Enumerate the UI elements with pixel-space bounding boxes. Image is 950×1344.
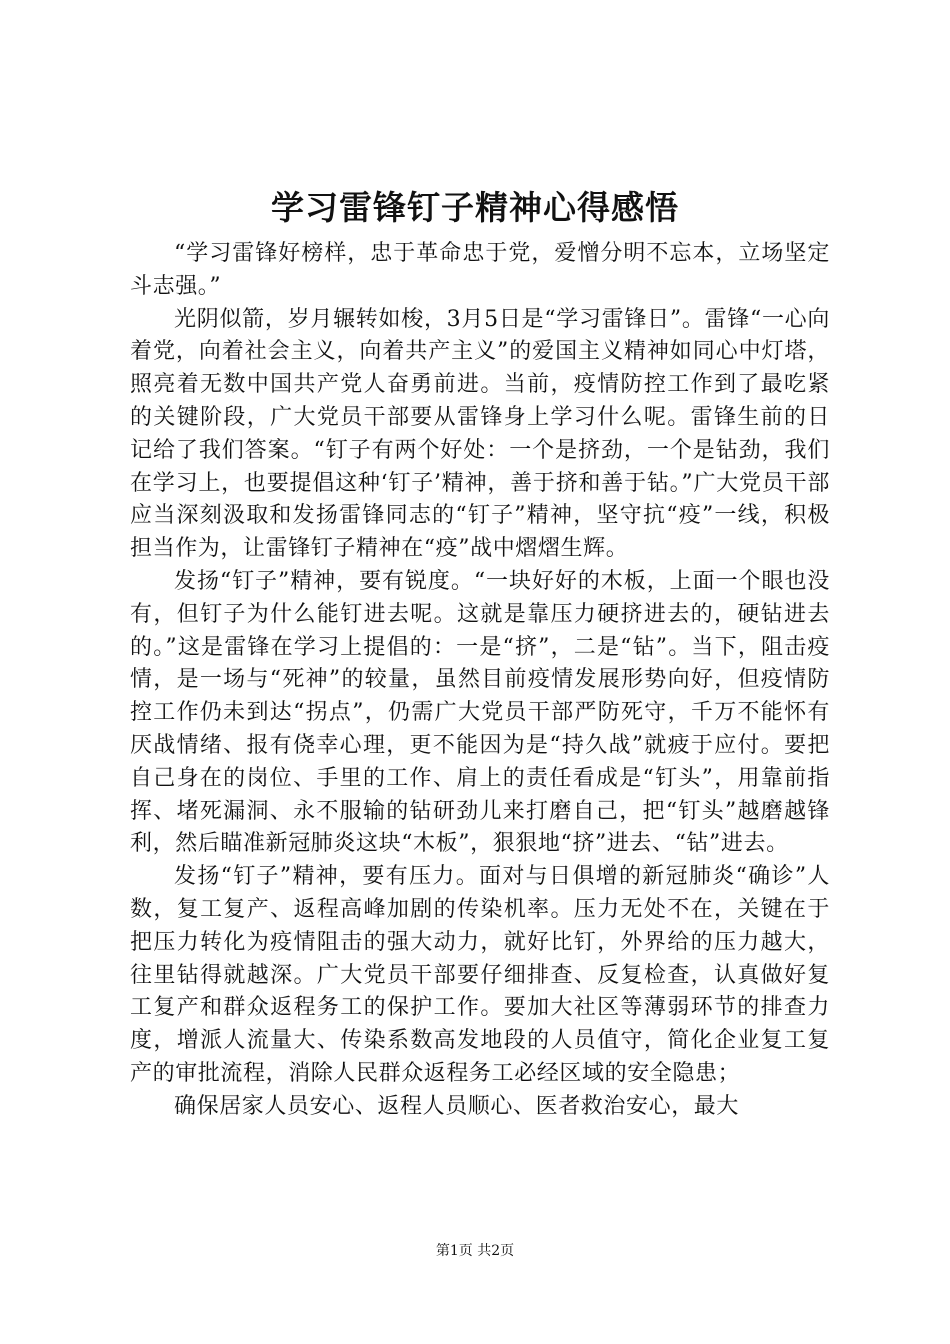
document-body xyxy=(130,238,830,1124)
paragraph: 确保居家人员安心、返程人员顺心、医者救治安心，最大 xyxy=(174,1093,740,1119)
paragraph: 光阴似箭，岁月辗转如梭，3月5日是“学习雷锋日”。雷锋“一心向着党，向着社会主义，向着共产主义”的爱国主义精神如同心中灯塔，照亮着无数中国共产党人奋勇前进。当前，疫情防控工作到了最吃紧的关键阶段，广大党员干部要从雷锋身上学习什么呢。雷锋生前的日记给了我们答案。“钉子有两个好处：一个是挤劲，一个是钻劲，我们在学习上，也要提倡这种‘钉子’精神，善于挤和善于钻。”广大党员干部应当深刻汲取和发扬雷锋同志的“钉子”精神，坚守抗“疫”一线，积极担当作为，让雷锋钉子精神在“疫”战中熠熠生辉。 xyxy=(130,306,830,562)
paragraph: 发扬“钉子”精神，要有压力。面对与日俱增的新冠肺炎“确诊”人数，复工复产、返程高峰加剧的传染机率。压力无处不在，关键在于把压力转化为疫情阻击的强大动力，就好比钉，外界给的压力越大，往里钻得就越深。广大党员干部要仔细排查、反复检查，认真做好复工复产和群众返程务工的保护工作。要加大社区等薄弱环节的排查力度，增派人流量大、传染系数高发地段的人员值守，简化企业复工复产的审批流程，消除人民群众返程务工必经区域的安全隐患； xyxy=(130,864,830,1086)
document-title: 学习雷锋钉子精神心得感悟 xyxy=(271,188,679,227)
paragraph: 发扬“钉子”精神，要有锐度。“一块好好的木板，上面一个眼也没有，但钉子为什么能钉进去呢。这就是靠压力硬挤进去的，硬钻进去的。”这是雷锋在学习上提倡的：一是“挤”，二是“钻”。当下，阻击疫情，是一场与“死神”的较量，虽然目前疫情发展形势向好，但疫情防控工作仍未到达“拐点”，仍需广大党员干部严防死守，千万不能怀有厌战情绪、报有侥幸心理，更不能因为是“持久战”就疲于应付。要把自己身在的岗位、手里的工作、肩上的责任看成是“钉头”，用靠前指挥、堵死漏洞、永不服输的钻研劲儿来打磨自己，把“钉头”越磨越锋利，然后瞄准新冠肺炎这块“木板”，狠狠地“挤”进去、“钻”进去。 xyxy=(130,568,830,857)
page-footer: 第1页 共2页 xyxy=(435,1243,515,1259)
paragraph: “学习雷锋好榜样，忠于革命忠于党，爱憎分明不忘本，立场坚定斗志强。” xyxy=(130,241,830,299)
